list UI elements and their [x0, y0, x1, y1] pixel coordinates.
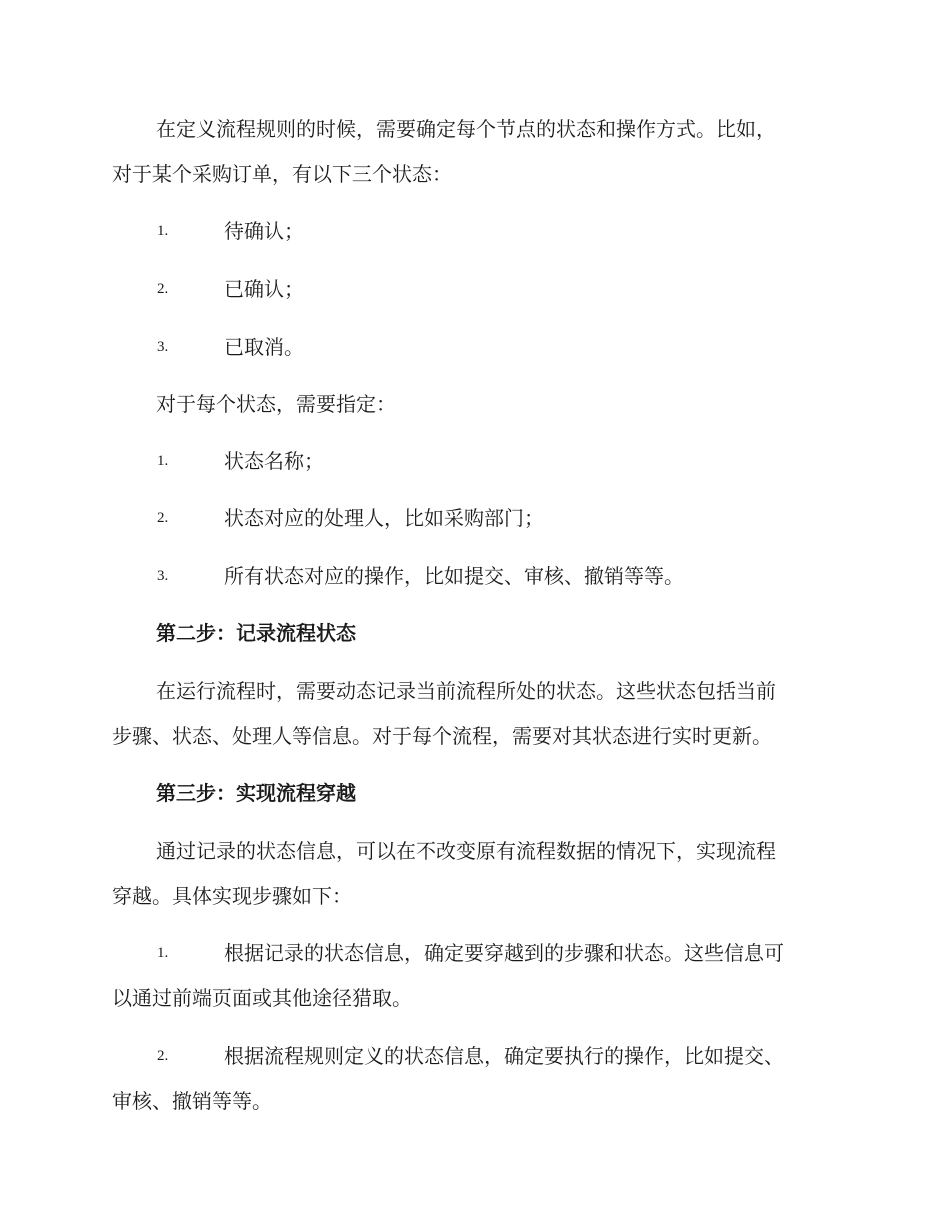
step2-line-2: 步骤、状态、处理人等信息。对于每个流程，需要对其状态进行实时更新。: [112, 724, 772, 748]
step2-line-1: 在运行流程时，需要动态记录当前流程所处的状态。这些状态包括当前: [156, 679, 776, 703]
status-list-number-1: 1.: [157, 223, 169, 239]
specify-list-number-2: 2.: [157, 510, 169, 526]
step2-heading: 第二步：记录流程状态: [156, 621, 356, 645]
status-list-item-2: 已确认；: [224, 277, 304, 301]
specify-list-number-3: 3.: [157, 568, 169, 584]
specify-list-item-1: 状态名称；: [224, 449, 324, 473]
specify-list-number-1: 1.: [157, 453, 169, 469]
step3-heading: 第三步：实现流程穿越: [156, 781, 356, 805]
step3-list-number-2: 2.: [157, 1048, 169, 1064]
status-list-number-2: 2.: [157, 281, 169, 297]
step3-line-1: 通过记录的状态信息，可以在不改变原有流程数据的情况下，实现流程: [156, 839, 776, 863]
step3-list-number-1: 1.: [157, 945, 169, 961]
status-list-item-3: 已取消。: [224, 335, 304, 359]
status-list-item-1: 待确认；: [224, 219, 304, 243]
step3-list-item-2-line-2: 审核、撤销等等。: [112, 1089, 272, 1113]
specify-list-item-3: 所有状态对应的操作，比如提交、审核、撤销等等。: [224, 564, 684, 588]
step3-list-item-1-line-2: 以通过前端页面或其他途径猎取。: [112, 986, 412, 1010]
intro-line-2: 对于某个采购订单，有以下三个状态：: [112, 162, 452, 186]
step3-list-item-1-line-1: 根据记录的状态信息，确定要穿越到的步骤和状态。这些信息可: [224, 941, 784, 965]
specify-list-item-2: 状态对应的处理人，比如采购部门；: [224, 506, 544, 530]
step3-line-2: 穿越。具体实现步骤如下：: [112, 884, 352, 908]
specify-intro: 对于每个状态，需要指定：: [156, 392, 396, 416]
step3-list-item-2-line-1: 根据流程规则定义的状态信息，确定要执行的操作，比如提交、: [224, 1044, 784, 1068]
status-list-number-3: 3.: [157, 339, 169, 355]
intro-line-1: 在定义流程规则的时候，需要确定每个节点的状态和操作方式。比如，: [156, 117, 776, 141]
